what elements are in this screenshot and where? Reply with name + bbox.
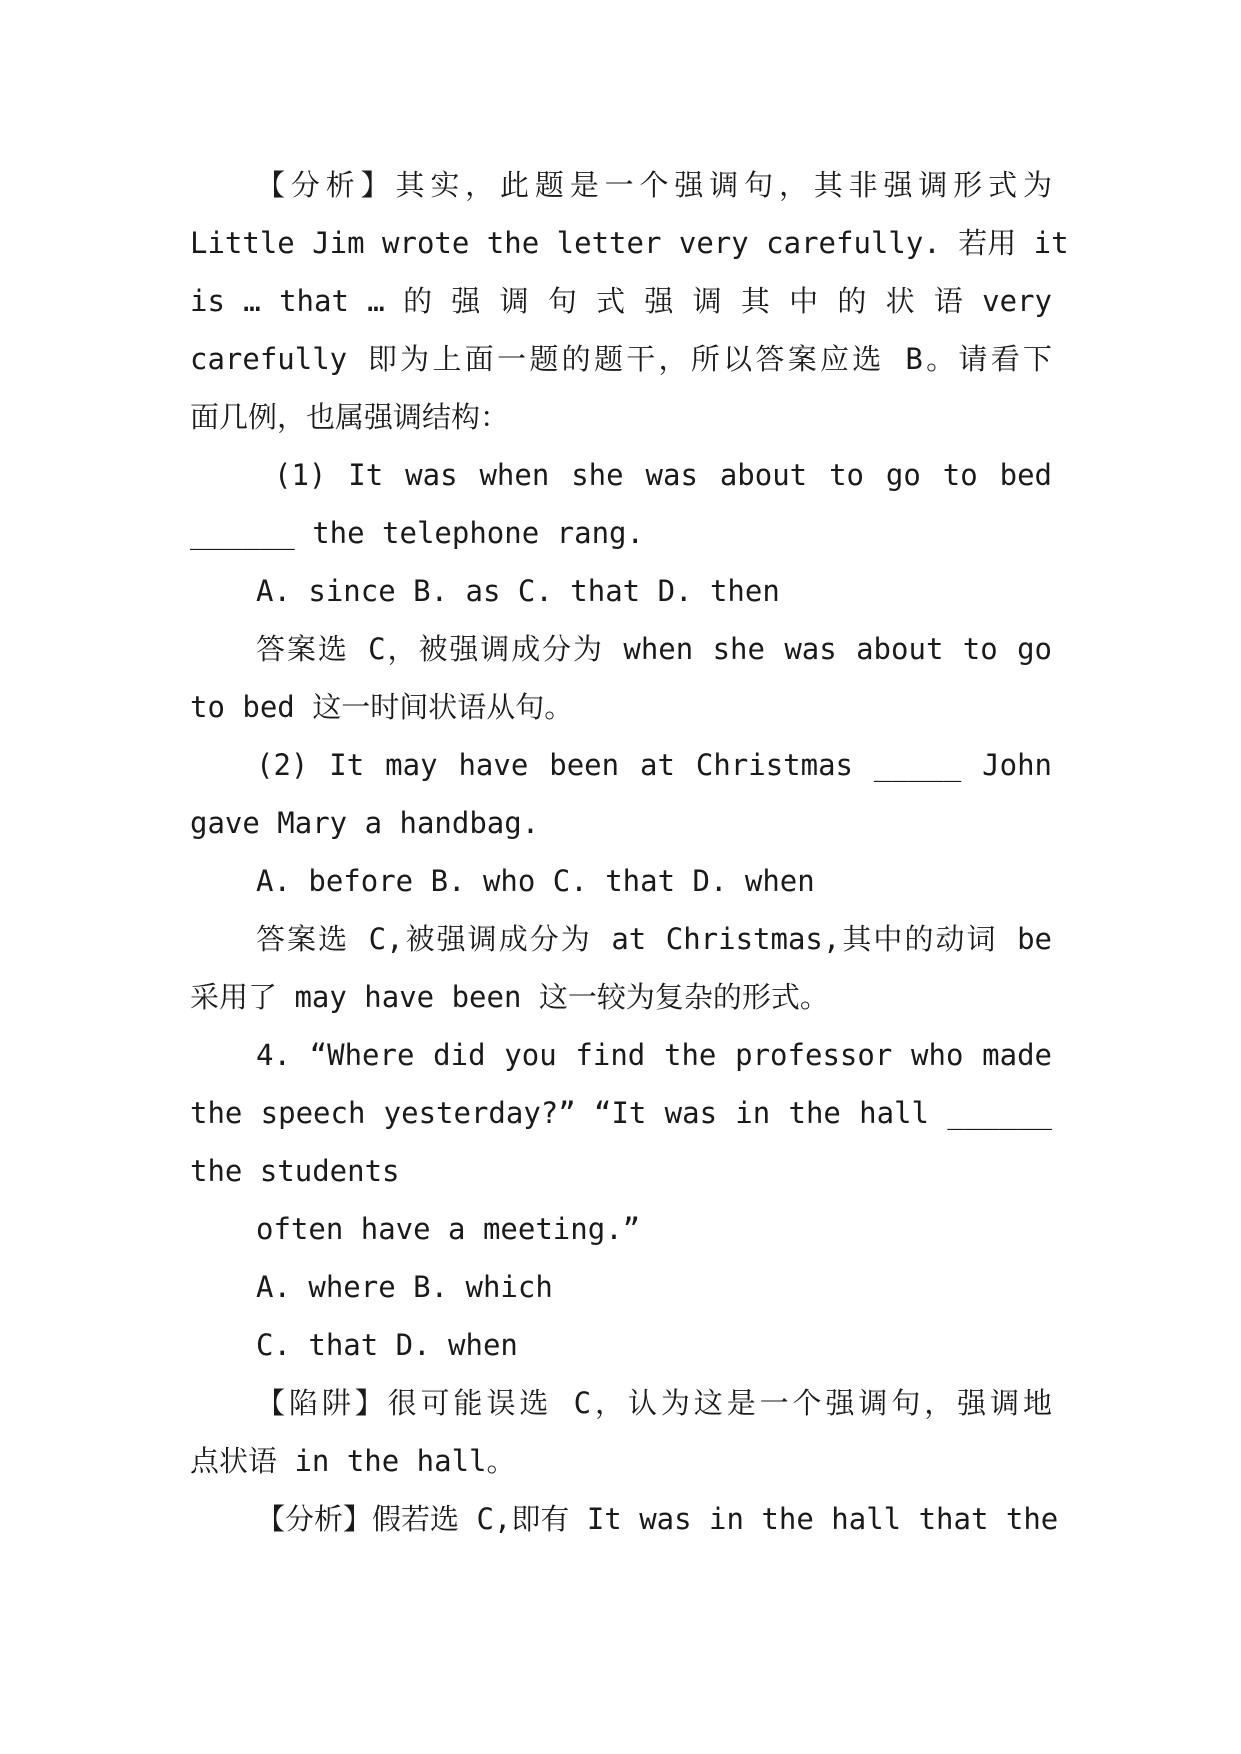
answer-options: C. that D. when: [256, 1328, 518, 1362]
answer-options: A. where B. which: [256, 1270, 553, 1304]
text-line: 答案选 C,被强调成分为 at Christmas,其中的动词 be: [256, 922, 1052, 956]
answer-options: A. before B. who C. that D. when: [256, 864, 815, 898]
text-line: to bed 这一时间状语从句。: [190, 690, 574, 724]
text-line: gave Mary a handbag.: [190, 806, 540, 840]
text-line: 面几例，也属强调结构：: [190, 400, 510, 434]
text-line: (1) It was when she was about to go to bed: [274, 458, 1052, 492]
answer-options: A. since B. as C. that D. then: [256, 574, 780, 608]
text-line: often have a meeting.”: [256, 1212, 641, 1246]
text-line: 采用了 may have been 这一较为复杂的形式。: [190, 980, 829, 1014]
text-line: the students: [190, 1154, 400, 1188]
text-line: 【分析】假若选 C,即有 It was in the hall that the: [256, 1502, 1059, 1536]
text-line: 4. “Where did you find the professor who made: [256, 1038, 1052, 1072]
text-line: ______ the telephone rang.: [190, 516, 644, 550]
text-line: Little Jim wrote the letter very carefully. 若用 it: [190, 226, 1069, 260]
text-line: the speech yesterday?” “It was in the hall ______: [190, 1096, 1052, 1130]
text-line: 【分析】其实，此题是一个强调句，其非强调形式为: [256, 168, 1052, 202]
text-line: 【陷阱】很可能误选 C，认为这是一个强调句，强调地: [256, 1386, 1052, 1420]
text-line: 答案选 C，被强调成分为 when she was about to go: [256, 632, 1052, 666]
text-line: is … that … 的 强 调 句 式 强 调 其 中 的 状 语 very: [190, 284, 1052, 318]
text-line: (2) It may have been at Christmas _____ John: [256, 748, 1052, 782]
document-body: [190, 156, 1069, 1548]
text-line: carefully 即为上面一题的题干，所以答案应选 B。请看下: [190, 342, 1052, 376]
text-line: 点状语 in the hall。: [190, 1444, 516, 1478]
